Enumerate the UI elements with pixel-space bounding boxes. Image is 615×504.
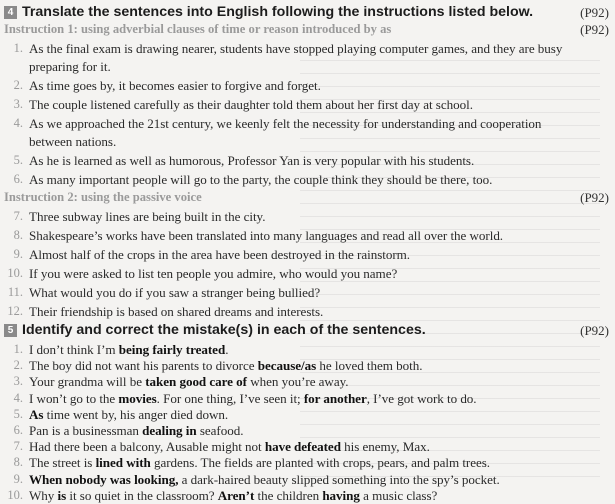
- item-number: 5.: [13, 407, 23, 421]
- item-text: between nations.: [29, 134, 117, 149]
- sentence-text: I won’t go to the: [29, 391, 119, 406]
- instruction-1-page-ref: (P92): [580, 22, 609, 37]
- item-number: 1.: [13, 342, 23, 356]
- correction-text: being fairly treated: [118, 342, 226, 357]
- item-text: The couple listened carefully as their daughter told them about her first day at school.: [29, 97, 473, 112]
- list-item: [0, 471, 615, 488]
- item-number: 9.: [13, 247, 23, 261]
- item-text: preparing for it.: [29, 59, 111, 74]
- item-text: [29, 471, 500, 488]
- list-item: [0, 373, 615, 390]
- item-number: 10.: [7, 266, 23, 280]
- item-text: [29, 438, 430, 455]
- sentence-text: he loved them both.: [316, 358, 423, 373]
- list-item: [0, 303, 615, 320]
- list-item-continuation: [0, 133, 615, 150]
- section-4-title: Translate the sentences into English following the instructions listed below.: [22, 4, 534, 20]
- list-item: [0, 96, 615, 113]
- sentence-text: his enemy, Max.: [340, 439, 430, 454]
- sentence-text: .: [225, 342, 229, 357]
- sentence-text: The boy did not want his parents to divorce: [29, 358, 258, 373]
- correction-text: When nobody was looking,: [29, 472, 179, 487]
- section-5-page-ref: (P92): [580, 323, 609, 338]
- item-text: As the final exam is drawing nearer, students have stopped playing computer games, and they are busy: [29, 41, 563, 56]
- list-item: [0, 152, 615, 169]
- list-item: [0, 208, 615, 225]
- sentence-text: when you’re away.: [246, 374, 349, 389]
- section-5-header: [0, 322, 615, 339]
- list-item-continuation: [0, 58, 615, 75]
- item-text: Their friendship is based on shared dreams and interests.: [29, 304, 324, 319]
- item-number: 7.: [13, 209, 23, 223]
- item-text: Almost half of the crops in the area have been destroyed in the rainstorm.: [29, 247, 410, 262]
- item-text: [29, 390, 477, 407]
- sentence-text: a dark-haired beauty slipped something into the spy’s pocket.: [178, 472, 500, 487]
- item-number: 10.: [7, 488, 23, 502]
- item-text: [29, 487, 437, 504]
- correction-text: dealing in: [142, 423, 197, 438]
- sentence-text: the children: [254, 488, 323, 503]
- correction-text: movies: [118, 391, 157, 406]
- sentence-text: time went by, his anger died down.: [43, 407, 229, 422]
- list-item: [0, 390, 615, 407]
- item-number: 8.: [13, 228, 23, 242]
- list-item: [0, 171, 615, 188]
- item-text: If you were asked to list ten people you admire, who would you name?: [29, 266, 398, 281]
- sentence-text: gardens. The fields are planted with crops, pears, and palm trees.: [150, 455, 491, 470]
- item-number: 4.: [13, 391, 23, 405]
- item-text: [29, 422, 243, 439]
- sentence-text: I don’t think I’m: [29, 342, 119, 357]
- list-item: [0, 438, 615, 455]
- item-number: 4.: [13, 116, 23, 130]
- item-number: 8.: [13, 455, 23, 469]
- sentence-text: , I’ve got work to do.: [366, 391, 477, 406]
- list-item: [0, 265, 615, 282]
- instruction-1: [0, 21, 615, 38]
- sentence-text: seafood.: [196, 423, 244, 438]
- item-number: 6.: [13, 423, 23, 437]
- item-text: Shakespeare’s works have been translated into many languages and read all over the world.: [29, 228, 504, 243]
- item-number: 5.: [13, 153, 23, 167]
- list-item: [0, 246, 615, 263]
- instruction-2: [0, 189, 615, 206]
- correction-text: Aren’t: [217, 488, 255, 503]
- correction-text: because/as: [257, 358, 317, 373]
- item-text: As he is learned as well as humorous, Professor Yan is very popular with his students.: [29, 153, 475, 168]
- list-item: [0, 77, 615, 94]
- sentence-text: a music class?: [359, 488, 438, 503]
- item-number: 7.: [13, 439, 23, 453]
- item-text: As time goes by, it becomes easier to forgive and forget.: [29, 78, 321, 93]
- sentence-text: Pan is a businessman: [29, 423, 143, 438]
- section-5-number: 5: [4, 324, 17, 337]
- item-text: As we approached the 21st century, we keenly felt the necessity for understanding and cooperation: [29, 116, 542, 131]
- section-4-header: [0, 4, 615, 21]
- list-item: [0, 341, 615, 358]
- item-text: What would you do if you saw a stranger being bullied?: [29, 285, 321, 300]
- item-number: 3.: [13, 374, 23, 388]
- list-item: [0, 487, 615, 504]
- item-text: [29, 406, 228, 423]
- correction-text: taken good care of: [145, 374, 247, 389]
- instruction-2-label: Instruction 2: using the passive voice: [4, 190, 202, 204]
- item-text: [29, 341, 228, 358]
- item-number: 3.: [13, 97, 23, 111]
- item-number: 6.: [13, 172, 23, 186]
- item-text: [29, 357, 422, 374]
- item-number: 2.: [13, 358, 23, 372]
- correction-text: have defeated: [264, 439, 341, 454]
- item-number: 11.: [7, 285, 23, 299]
- sentence-text: Why: [29, 488, 58, 503]
- list-item: [0, 454, 615, 471]
- correction-text: for another: [303, 391, 367, 406]
- item-text: Three subway lines are being built in the city.: [29, 209, 266, 224]
- item-text: [29, 454, 490, 471]
- instruction-1-label: Instruction 1: using adverbial clauses of time or reason introduced by as: [4, 22, 392, 36]
- section-5-title: Identify and correct the mistake(s) in each of the sentences.: [22, 322, 426, 338]
- sentence-text: it so quiet in the classroom?: [66, 488, 218, 503]
- correction-text: having: [322, 488, 360, 503]
- item-text: [29, 373, 348, 390]
- correction-text: lined with: [95, 455, 151, 470]
- list-item: [0, 40, 615, 57]
- list-item: [0, 406, 615, 423]
- section-4-page-ref: (P92): [580, 5, 609, 20]
- correction-text: As: [29, 407, 44, 422]
- sentence-text: Your grandma will be: [29, 374, 146, 389]
- list-item: [0, 422, 615, 439]
- sentence-text: Had there been a balcony, Ausable might not: [29, 439, 265, 454]
- item-number: 1.: [13, 41, 23, 55]
- instruction-2-page-ref: (P92): [580, 190, 609, 205]
- list-item: [0, 284, 615, 301]
- correction-text: is: [57, 488, 67, 503]
- list-item: [0, 115, 615, 132]
- item-number: 9.: [13, 472, 23, 486]
- sentence-text: . For one thing, I’ve seen it;: [156, 391, 304, 406]
- list-item: [0, 357, 615, 374]
- item-text: As many important people will go to the party, the couple think they should be there, too.: [29, 172, 493, 187]
- sentence-text: The street is: [29, 455, 96, 470]
- section-4-number: 4: [4, 6, 17, 19]
- item-number: 12.: [7, 304, 23, 318]
- item-number: 2.: [13, 78, 23, 92]
- list-item: [0, 227, 615, 244]
